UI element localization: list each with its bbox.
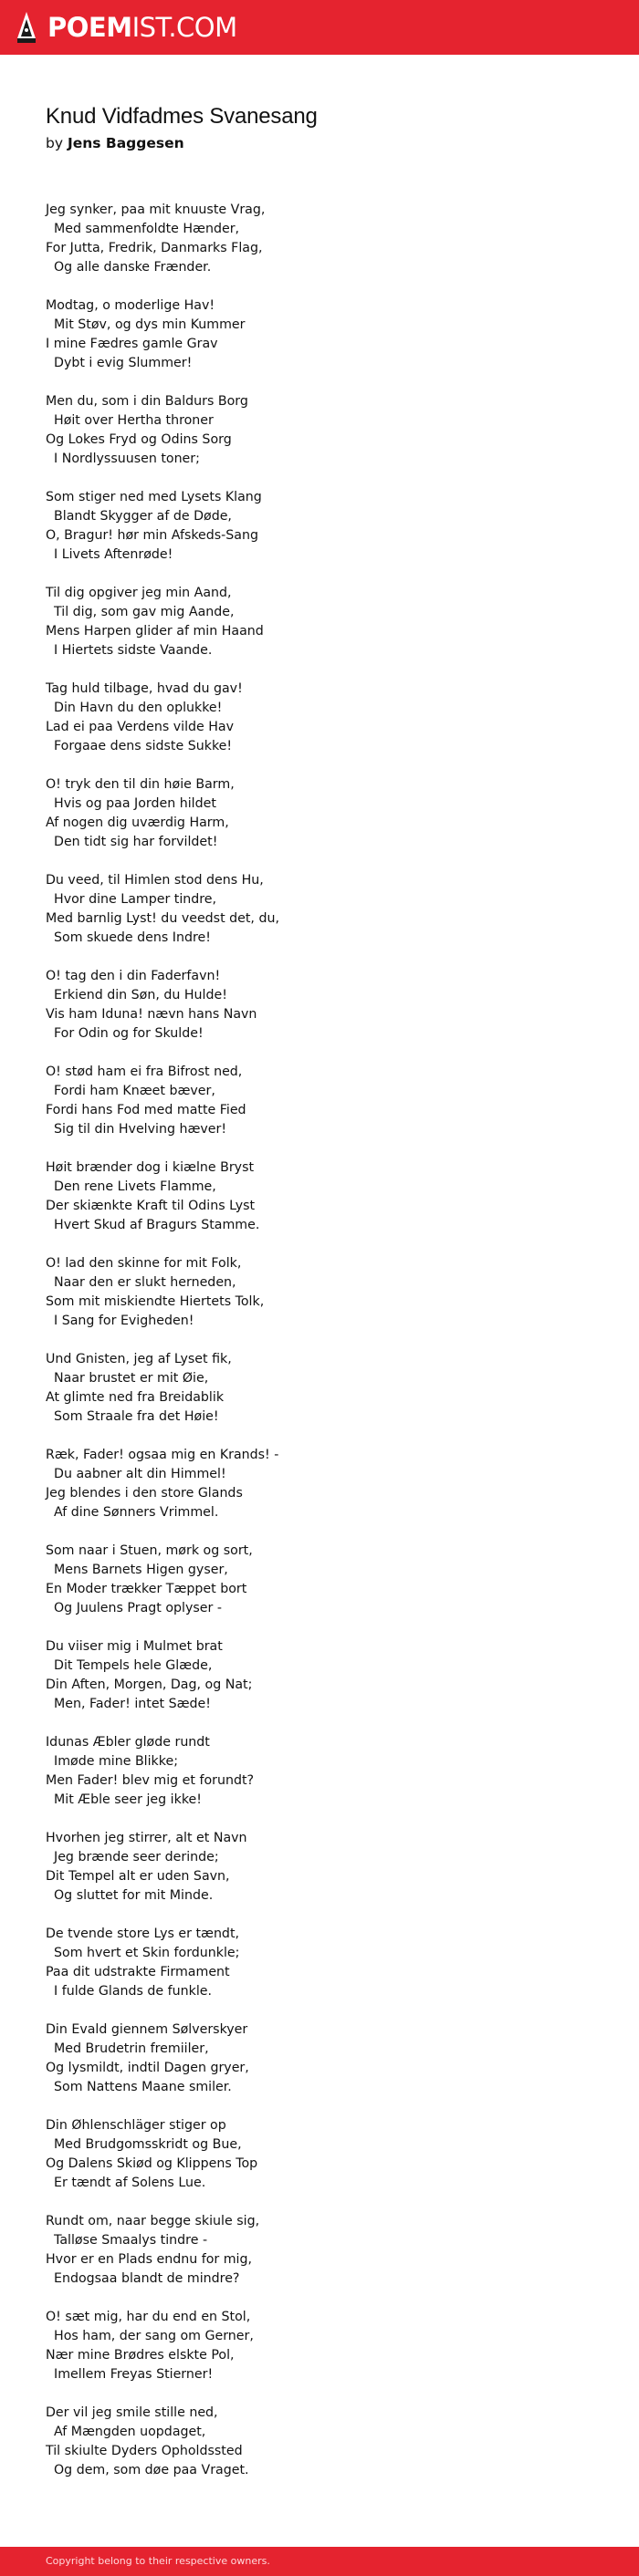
poem-stanza [46,1350,593,1427]
by-label: by [46,135,64,151]
poem-line: Du viiser mig i Mulmet brat [46,1639,223,1654]
poem-line: Der skiænkte Kraft til Odins Lyst [46,1199,256,1213]
poem-line: Som Nattens Maane smiler. [46,2080,232,2094]
poem-line: Jeg blendes i den store Glands [46,1486,243,1501]
poem-line: Som naar i Stuen, mørk og sort, [46,1543,253,1558]
poem-line: Som stiger ned med Lysets Klang [46,490,262,504]
poem-line: Og alle danske Frænder. [46,260,212,275]
poem-line: Af dine Sønners Vrimmel. [46,1505,219,1520]
poem-line: I Hiertets sidste Vaande. [46,643,213,658]
poem-stanza [46,296,593,373]
poem-stanza [46,1733,593,1810]
poem-stanza [46,1925,593,2001]
poem-stanza [46,2404,593,2480]
poem-line: Men, Fader! intet Sæde! [46,1697,211,1711]
poem-title: Knud Vidfadmes Svanesang [46,104,318,129]
site-logo[interactable] [16,9,237,46]
poem-line: Talløse Smaalys tindre - [46,2233,208,2248]
logo-wordmark [47,9,237,46]
poem-line: Hvor er en Plads endnu for mig, [46,2252,253,2267]
poem-line: Den rene Livets Flamme, [46,1179,216,1194]
poem-line: Med Brudgomsskridt og Bue, [46,2137,242,2152]
poem-stanza [46,1158,593,1235]
poem-stanza [46,201,593,277]
poem-line: Hos ham, der sang om Gerner, [46,2329,254,2343]
poem-line: Til dig, som gav mig Aande, [46,605,235,619]
poem-stanza [46,1063,593,1139]
poem-line: O! sæt mig, har du end en Stol, [46,2310,251,2324]
poem-line: Sig til din Hvelving hæver! [46,1122,227,1137]
poem-line: Idunas Æbler gløde rundt [46,1735,210,1750]
poem-line: En Moder trækker Tæppet bort [46,1582,247,1596]
poem-stanza [46,1446,593,1522]
poem-line: Modtag, o moderlige Hav! [46,298,215,313]
poem-line: Høit over Hertha throner [46,413,214,428]
poem-line: O, Bragur! hør min Afskeds-Sang [46,528,258,543]
poem-line: Som Straale fra det Høie! [46,1409,219,1424]
poem-line: Og Lokes Fryd og Odins Sorg [46,432,232,447]
poem-line: Endogsaa blandt de mindre? [46,2271,240,2286]
poem-line: Som mit miskiendte Hiertets Tolk, [46,1294,265,1309]
poem-line: I Livets Aftenrøde! [46,547,173,562]
poem-line: Og Dalens Skiød og Klippens Top [46,2156,258,2171]
poem-stanza [46,967,593,1044]
poem-stanza [46,2212,593,2289]
pen-nib-icon [16,11,37,44]
poem-line: Mens Barnets Higen gyser, [46,1563,228,1577]
poem-line: Din Evald giennem Sølverskyer [46,2022,248,2037]
poem-line: Og lysmildt, indtil Dagen gryer, [46,2061,249,2075]
poem-stanza [46,2308,593,2384]
poem-line: Mit Æble seer jeg ikke! [46,1792,202,1807]
poem-line: Du aabner alt din Himmel! [46,1467,226,1481]
poem-line: Din Øhlenschläger stiger op [46,2118,226,2133]
poem-stanza [46,488,593,565]
poem-stanza [46,680,593,756]
logo-strong: POEM [47,12,132,43]
poem-body [46,201,593,2480]
poem-line: Af Mængden uopdaget, [46,2425,206,2439]
poem-line: Dybt i evig Slummer! [46,356,193,370]
poem-line: Og Juulens Pragt oplyser - [46,1601,222,1615]
poem-line: Høit brænder dog i kiælne Bryst [46,1160,255,1175]
poem-stanza [46,2020,593,2097]
poem-line: Rundt om, naar begge skiule sig, [46,2214,260,2228]
poem-stanza [46,392,593,469]
poem-line: Og dem, som døe paa Vraget. [46,2463,249,2477]
poem-line: Og sluttet for mit Minde. [46,1888,214,1903]
poem-stanza [46,1829,593,1906]
poem-line: O! tag den i din Faderfavn! [46,969,221,983]
poem-line: Imøde mine Blikke; [46,1754,178,1769]
poem-line: Der vil jeg smile stille ned, [46,2405,218,2420]
poem-line: Lad ei paa Verdens vilde Hav [46,720,235,734]
poem-line: Den tidt sig har forvildet! [46,835,218,849]
poem-line: Hvis og paa Jorden hildet [46,796,216,811]
poem-line: Til dig opgiver jeg min Aand, [46,586,232,600]
poem-line: Forgaae dens sidste Sukke! [46,739,233,753]
poem-line: Jeg brænde seer derinde; [46,1850,219,1864]
poem-line: For Odin og for Skulde! [46,1026,204,1041]
poem-line: Dit Tempels hele Glæde, [46,1658,213,1673]
poem-line: I fulde Glands de funkle. [46,1984,213,1999]
poem-line: Med barnlig Lyst! du veedst det, du, [46,911,279,926]
poem-byline [46,133,593,153]
poem-line: Med sammenfoldte Hænder, [46,222,240,236]
poem-line: Som skuede dens Indre! [46,930,211,945]
poem-line: Din Aften, Morgen, Dag, og Nat; [46,1678,253,1692]
poem-line: O! tryk den til din høie Barm, [46,777,235,792]
poem-line: Vis ham Iduna! nævn hans Navn [46,1007,257,1022]
poem-stanza [46,871,593,948]
poem-author: Jens Baggesen [67,135,184,151]
poem-line: Hvert Skud af Bragurs Stamme. [46,1218,260,1232]
poem-line: Men Fader! blev mig et forundt? [46,1773,255,1788]
poem-line: Men du, som i din Baldurs Borg [46,394,248,409]
poem-line: Af nogen dig uværdig Harm, [46,815,229,830]
poem-line: For Jutta, Fredrik, Danmarks Flag, [46,241,263,255]
poem-line: Erkiend din Søn, du Hulde! [46,988,227,1002]
poem-line: Und Gnisten, jeg af Lyset fik, [46,1352,232,1366]
poem-line: Nær mine Brødres elskte Pol, [46,2348,235,2363]
poem-line: I mine Fædres gamle Grav [46,337,218,351]
poem-stanza [46,1637,593,1714]
logo-light: IST.COM [131,12,237,43]
poem-line: I Sang for Evigheden! [46,1314,194,1328]
poem-stanza [46,584,593,660]
poem-line: Din Havn du den oplukke! [46,701,223,715]
poem-line: Mit Støv, og dys min Kummer [46,317,246,332]
poem-container [46,102,593,2499]
poem-line: Blandt Skygger af de Døde, [46,509,232,524]
poem-line: Til skiulte Dyders Opholdssted [46,2444,243,2458]
poem-line: Du veed, til Himlen stod dens Hu, [46,873,264,888]
poem-stanza [46,1542,593,1618]
poem-line: Hvorhen jeg stirrer, alt et Navn [46,1831,247,1845]
footer-copyright: Copyright belong to their respective owners. [46,2555,270,2567]
poem-line: Mens Harpen glider af min Haand [46,624,264,639]
poem-line: Naar den er slukt herneden, [46,1275,236,1290]
poem-line: Jeg synker, paa mit knuuste Vrag, [46,203,266,217]
poem-line: Paa dit udstrakte Firmament [46,1965,230,1979]
site-header [0,0,639,55]
poem-line: Hvor dine Lamper tindre, [46,892,217,907]
poem-line: Med Brudetrin fremiiler, [46,2041,209,2056]
poem-line: O! stød ham ei fra Bifrost ned, [46,1065,243,1079]
poem-stanza [46,775,593,852]
poem-line: Som hvert et Skin fordunkle; [46,1946,240,1960]
poem-stanza [46,1254,593,1331]
poem-line: Dit Tempel alt er uden Savn, [46,1869,230,1884]
poem-line: Ræk, Fader! ogsaa mig en Krands! - [46,1448,279,1462]
poem-line: Imellem Freyas Stierner! [46,2367,214,2382]
poem-line: Tag huld tilbage, hvad du gav! [46,681,243,696]
poem-line: Fordi hans Fod med matte Fied [46,1103,246,1117]
site-footer [0,2547,639,2576]
poem-line: O! lad den skinne for mit Folk, [46,1256,242,1271]
poem-line: Er tændt af Solens Lue. [46,2176,206,2190]
poem-line: At glimte ned fra Breidablik [46,1390,225,1405]
poem-stanza [46,2116,593,2193]
poem-line: I Nordlyssuusen toner; [46,452,200,466]
poem-line: De tvende store Lys er tændt, [46,1927,240,1941]
poem-line: Fordi ham Knæet bæver, [46,1084,215,1098]
poem-line: Naar brustet er mit Øie, [46,1371,209,1386]
